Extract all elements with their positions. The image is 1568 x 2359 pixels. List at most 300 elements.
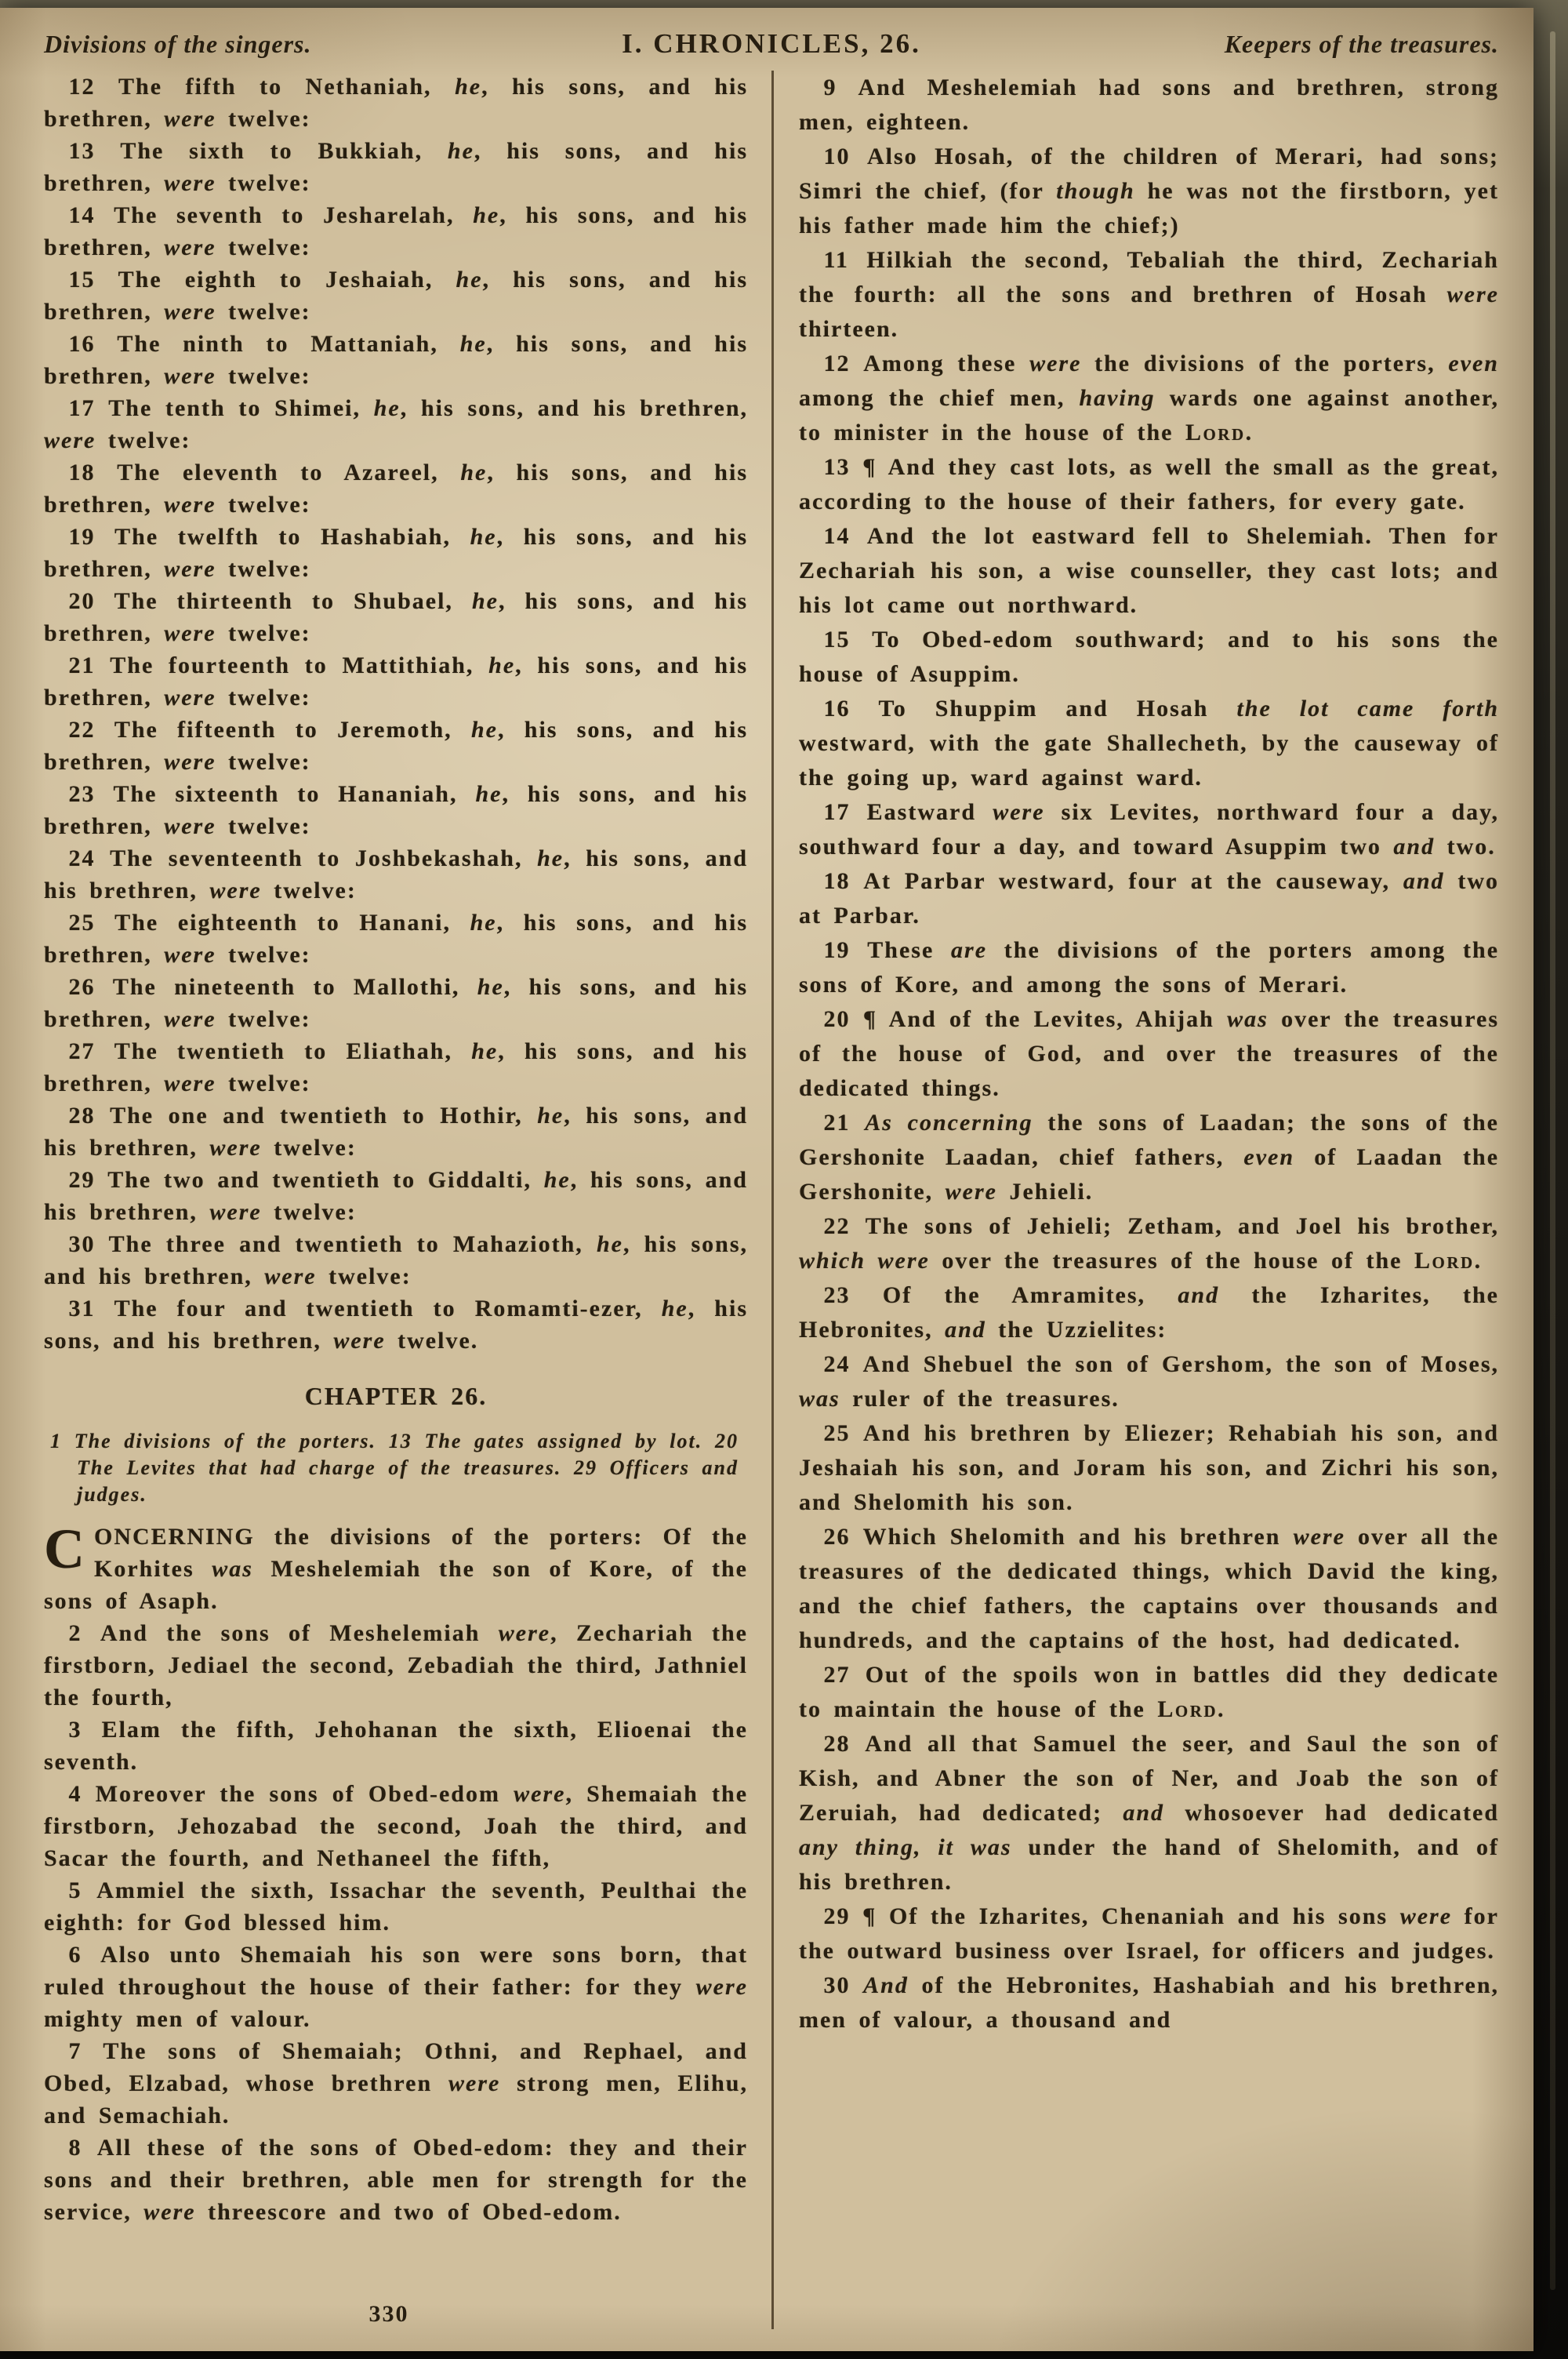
- verse-number: 11: [823, 247, 867, 273]
- italic-supplied-word: he: [543, 1167, 571, 1193]
- running-head-left: Divisions of the singers.: [44, 30, 312, 58]
- verse-number: 24: [823, 1351, 863, 1377]
- text-run: And Meshelemiah had sons and brethren, strong men, eighteen.: [799, 75, 1499, 135]
- italic-supplied-word: and: [1393, 834, 1436, 860]
- text-run: , his sons, and his brethren,: [44, 460, 749, 518]
- italic-supplied-word: he: [456, 267, 483, 293]
- verse-number: 16: [823, 696, 879, 722]
- italic-supplied-word: were: [164, 363, 216, 389]
- text-run: Also Hosah, of the children of Merari, had sons; Simri the chief, (for: [799, 144, 1499, 204]
- text-run: .: [1474, 1248, 1483, 1274]
- verse-number: 2: [68, 1620, 100, 1646]
- text-run: twelve:: [216, 749, 311, 775]
- verse-13: [799, 450, 1499, 519]
- text-run: The nineteenth to Mallothi,: [112, 974, 477, 1000]
- text-run: the Izharites, the Hebronites,: [799, 1282, 1500, 1343]
- chapter-summary: [50, 1428, 739, 1508]
- text-run: And all that Samuel the seer, and Saul the son of Kish, and Abner the son of Ner, and Joab the son of Zeruiah, had dedicated;: [799, 1731, 1500, 1826]
- text-run: twelve:: [216, 363, 311, 389]
- verse-17: [799, 795, 1499, 864]
- verse-28: [799, 1727, 1499, 1899]
- text-run: , his sons, and his brethren,: [44, 781, 749, 839]
- verse-number: 8: [68, 2135, 97, 2161]
- italic-supplied-word: were: [164, 942, 216, 968]
- text-run: , his sons, and his brethren,: [400, 395, 748, 421]
- italic-supplied-word: he: [470, 524, 497, 550]
- verse-number: 12: [823, 351, 864, 376]
- verse-31: [44, 1292, 748, 1357]
- italic-supplied-word: were: [209, 878, 262, 903]
- italic-supplied-word: were: [164, 749, 216, 775]
- verse-number: 23: [823, 1282, 883, 1308]
- verse-number: 15: [68, 267, 118, 293]
- verse-number: 15: [823, 627, 873, 652]
- text-run: The four and twentieth to Romamti-ezer,: [114, 1296, 662, 1321]
- verse-17: [44, 392, 748, 456]
- text-run: among the chief men,: [799, 385, 1080, 411]
- italic-supplied-word: were: [264, 1263, 317, 1289]
- italic-supplied-word: were: [514, 1781, 566, 1807]
- verse-20: [799, 1002, 1499, 1106]
- text-run: Jehieli.: [996, 1179, 1094, 1205]
- italic-supplied-word: were: [1029, 351, 1082, 376]
- text-run: , his sons, and his brethren,: [44, 974, 748, 1032]
- italic-supplied-word: were: [164, 492, 216, 518]
- verse-29: [799, 1899, 1499, 1968]
- italic-supplied-word: were: [164, 620, 216, 646]
- text-run: threescore and two of Obed-edom.: [195, 2199, 622, 2225]
- text-run: mighty men of valour.: [44, 2006, 311, 2032]
- text-run: twelve:: [316, 1263, 412, 1289]
- italic-supplied-word: he: [475, 781, 503, 807]
- italic-supplied-word: he: [447, 138, 474, 164]
- verse-26: [44, 971, 748, 1035]
- text-run: ¶ And they cast lots, as well the small as the great, according to the house of their fathers, for every gate.: [799, 454, 1499, 514]
- text-run: Also unto Shemaiah his son were sons born, that ruled throughout the house of their father: for they: [44, 1942, 748, 2000]
- text-run: whosoever had dedicated: [1164, 1800, 1499, 1826]
- verse-number: 28: [68, 1103, 111, 1129]
- text-run: twelve:: [216, 1070, 311, 1096]
- text-run: two at Parbar.: [799, 868, 1500, 929]
- verse-15: [799, 623, 1499, 692]
- text-run: Moreover the sons of Obed-edom: [95, 1781, 514, 1807]
- italic-supplied-word: were: [164, 299, 216, 325]
- verse-19: [799, 933, 1499, 1002]
- text-run: twelve:: [96, 427, 191, 453]
- text-run: of the Hebronites, Hashabiah and his brethren, men of valour, a thousand and: [799, 1972, 1500, 2033]
- text-run: thirteen.: [799, 316, 899, 342]
- verse-number: 7: [68, 2038, 103, 2064]
- verse-number: 27: [823, 1662, 866, 1688]
- italic-supplied-word: were: [143, 2199, 196, 2225]
- text-run: twelve:: [216, 106, 311, 132]
- verse-number: 9: [823, 75, 858, 100]
- italic-supplied-word: and: [1403, 868, 1445, 894]
- italic-supplied-word: he: [460, 460, 488, 485]
- text-run: the Uzzielites:: [985, 1317, 1167, 1343]
- text-run: twelve:: [216, 556, 311, 582]
- italic-supplied-word: he: [471, 588, 499, 614]
- text-run: And his brethren by Eliezer; Rehabiah his son, and Jeshaiah his son, and Joram his son, and Zichri his son, and Shelomith his son.: [799, 1420, 1499, 1515]
- verse-number: 21: [823, 1110, 866, 1136]
- italic-supplied-word: were: [164, 170, 216, 196]
- small-caps-word: Lord: [1414, 1248, 1475, 1274]
- italic-supplied-word: he: [477, 974, 504, 1000]
- italic-supplied-word: were: [164, 685, 216, 711]
- text-run: , his sons, and his brethren,: [44, 202, 748, 260]
- verse-10: [799, 140, 1499, 243]
- text-run: twelve:: [216, 1006, 311, 1032]
- text-run: Ammiel the sixth, Issachar the seventh, Peulthai the eighth: for God blessed him.: [44, 1877, 749, 1936]
- text-run: the divisions of the porters among the sons of Kore, and among the sons of Merari.: [799, 937, 1500, 998]
- verse-7: [44, 2035, 748, 2132]
- italic-supplied-word: were: [448, 2070, 501, 2096]
- text-run: To Obed-edom southward; and to his sons the house of Asuppim.: [799, 627, 1499, 687]
- verse-8: [44, 2132, 748, 2228]
- verse-22: [799, 1209, 1499, 1278]
- verse-number: 29: [68, 1167, 108, 1193]
- text-run: The sixteenth to Hananiah,: [113, 781, 476, 807]
- italic-supplied-word: and: [1123, 1800, 1165, 1826]
- text-run: twelve:: [261, 1199, 357, 1225]
- italic-supplied-word: As concerning: [865, 1110, 1033, 1136]
- verse-number: 19: [68, 524, 115, 550]
- verse-13: [44, 135, 748, 199]
- verse-30: [799, 1968, 1499, 2037]
- verse-number: 30: [68, 1231, 109, 1257]
- verse-number: 21: [68, 652, 111, 678]
- verse-3: [44, 1714, 748, 1778]
- verse-number: 26: [823, 1524, 863, 1550]
- text-run: two.: [1435, 834, 1496, 860]
- text-run: twelve:: [216, 942, 311, 968]
- text-run: twelve:: [216, 234, 311, 260]
- verse-number: 3: [68, 1717, 102, 1743]
- text-run: Among these: [863, 351, 1030, 376]
- text-run: The sons of Jehieli; Zetham, and Joel his brother,: [865, 1213, 1500, 1239]
- italic-supplied-word: were: [333, 1328, 386, 1354]
- book-page-edge: [1550, 31, 1555, 2290]
- verse-21: [799, 1106, 1499, 1209]
- verse-21: [44, 649, 748, 714]
- small-caps-word: Lord: [1157, 1696, 1218, 1722]
- text-run: To Shuppim and Hosah: [878, 696, 1237, 722]
- verse-25: [44, 907, 748, 971]
- italic-supplied-word: he: [488, 652, 516, 678]
- text-run: twelve:: [261, 1135, 357, 1161]
- text-run: The eleventh to Azareel,: [117, 460, 461, 485]
- text-run: The eighth to Jeshaiah,: [118, 267, 456, 293]
- text-run: twelve:: [261, 878, 357, 903]
- italic-supplied-word: were: [695, 1974, 748, 2000]
- text-run: Eastward: [866, 799, 993, 825]
- text-run: westward, with the gate Shallecheth, by the causeway of the going up, ward against ward.: [799, 730, 1499, 791]
- text-run: .: [1218, 1696, 1225, 1722]
- text-run: over all the treasures of the dedicated things, which David the king, and the chief fathers, the captains over thousands and hundreds, and the captains of the host, had dedicated.: [799, 1524, 1500, 1653]
- italic-supplied-word: were: [164, 556, 216, 582]
- italic-supplied-word: were: [164, 1070, 216, 1096]
- verse-18: [799, 864, 1499, 933]
- text-run: The two and twentieth to Giddalti,: [107, 1167, 544, 1193]
- italic-supplied-word: he: [473, 202, 500, 228]
- verse-number: 14: [68, 202, 114, 228]
- text-run: , his sons, and his brethren,: [44, 138, 748, 196]
- verse-22: [44, 714, 748, 778]
- text-run: twelve.: [385, 1328, 479, 1354]
- text-run: All these of the sons of Obed-edom: they and their sons and their brethren, able men for strength for the service,: [44, 2135, 749, 2225]
- drop-cap-letter: C: [44, 1518, 86, 1580]
- italic-supplied-word: were: [164, 1006, 216, 1032]
- text-run: , his sons, and his brethren,: [44, 1296, 748, 1354]
- right-column: [771, 71, 1499, 2329]
- text-run: ¶ Of the Izharites, Chenaniah and his sons: [862, 1903, 1400, 1929]
- verse-23: [799, 1278, 1499, 1347]
- small-caps-word: Lord: [1185, 420, 1246, 445]
- text-run: he was not the firstborn, yet his father made him the chief;): [799, 178, 1499, 238]
- text-run: The seventh to Jesharelah,: [114, 202, 474, 228]
- text-run: These: [867, 937, 952, 963]
- italic-supplied-word: he: [596, 1231, 623, 1257]
- italic-supplied-word: even: [1448, 351, 1499, 376]
- verse-29: [44, 1164, 748, 1228]
- verse-12: [799, 347, 1499, 450]
- text-run: twelve:: [216, 492, 311, 518]
- page-title: I. CHRONICLES, 26.: [622, 28, 921, 59]
- text-run: The three and twentieth to Mahazioth,: [108, 1231, 597, 1257]
- running-header: [44, 28, 1499, 60]
- text-run: twelve:: [216, 685, 311, 711]
- verse-15: [44, 264, 748, 328]
- text-run: The ninth to Mattaniah,: [117, 331, 460, 357]
- italic-supplied-word: and: [945, 1317, 986, 1343]
- text-run: , his sons, and his brethren,: [44, 1103, 749, 1161]
- verse-number: 19: [823, 937, 868, 963]
- text-run: , his sons, and his brethren,: [44, 1038, 748, 1096]
- text-run: , his sons, and his brethren,: [44, 1167, 748, 1225]
- italic-supplied-word: was: [212, 1556, 253, 1582]
- verse-9: [799, 71, 1499, 140]
- verse-16: [799, 692, 1499, 795]
- text-run: Out of the spoils won in battles did they dedicate to maintain the house of the: [799, 1662, 1500, 1722]
- text-run: over the treasures of the house of the: [929, 1248, 1414, 1274]
- italic-supplied-word: were: [1399, 1903, 1453, 1929]
- verse-18: [44, 456, 748, 521]
- text-run: The fourteenth to Mattithiah,: [110, 652, 489, 678]
- italic-supplied-word: were: [945, 1179, 997, 1205]
- verse-number: 12: [68, 74, 119, 100]
- text-run: , his sons, and his brethren,: [44, 524, 749, 582]
- text-run: , his sons, and his brethren,: [44, 717, 749, 775]
- text-run: The twelfth to Hashabiah,: [114, 524, 470, 550]
- text-run: for the outward business over Israel, for officers and judges.: [799, 1903, 1499, 1964]
- verse-number: 16: [68, 331, 118, 357]
- verse-26: [799, 1520, 1499, 1658]
- italic-supplied-word: were: [164, 234, 216, 260]
- verse-number: 5: [68, 1877, 97, 1903]
- text-run: The fifteenth to Jeremoth,: [114, 717, 471, 743]
- italic-supplied-word: were: [1293, 1524, 1345, 1550]
- verse-11: [799, 243, 1499, 347]
- verse-number: 20: [823, 1006, 863, 1032]
- verse-19: [44, 521, 748, 585]
- italic-supplied-word: were: [164, 813, 216, 839]
- verse-number: 17: [823, 799, 867, 825]
- italic-supplied-word: he: [373, 395, 401, 421]
- text-run: twelve:: [216, 813, 311, 839]
- text-run: under the hand of Shelomith, and of his brethren.: [799, 1834, 1499, 1895]
- text-run: The fifth to Nethaniah,: [118, 74, 456, 100]
- verse-number: 18: [823, 868, 864, 894]
- verse-24: [799, 1347, 1499, 1416]
- chapter-heading: CHAPTER 26.: [304, 1382, 488, 1410]
- verse-12: [44, 71, 748, 135]
- verse-number: 25: [68, 910, 115, 936]
- italic-supplied-word: were: [44, 427, 96, 453]
- verse-14: [799, 519, 1499, 623]
- italic-supplied-word: which were: [799, 1248, 930, 1274]
- text-run: ruler of the treasures.: [840, 1386, 1120, 1412]
- italic-supplied-word: he: [470, 717, 498, 743]
- italic-supplied-word: were: [498, 1620, 551, 1646]
- verse-number: 24: [68, 845, 111, 871]
- verse-number: 13: [68, 138, 121, 164]
- italic-supplied-word: was: [799, 1386, 840, 1412]
- text-run: , Shemaiah the firstborn, Jehozabad the second, Joah the third, and Sacar the fourth, and Nethaneel the fifth,: [44, 1781, 749, 1871]
- text-run: , his sons, and his brethren,: [44, 652, 749, 711]
- italic-supplied-word: were: [209, 1135, 262, 1161]
- text-run: ONCERNING the divisions of the porters: Of the Korhites: [94, 1524, 748, 1582]
- text-run: over the treasures of the house of God, and over the treasures of the dedicated things.: [799, 1006, 1499, 1101]
- italic-supplied-word: he: [537, 1103, 564, 1129]
- italic-supplied-word: having: [1079, 385, 1156, 411]
- verse-number: 22: [823, 1213, 866, 1239]
- verse-25: [799, 1416, 1499, 1520]
- text-run: the divisions of the porters,: [1081, 351, 1449, 376]
- text-run: the sons of Laadan; the sons of the Gershonite Laadan, chief fathers,: [799, 1110, 1500, 1170]
- running-head-right: Keepers of the treasures.: [1224, 30, 1499, 58]
- text-run: six Levites, northward four a day, southward four a day, and toward Asuppim two: [799, 799, 1500, 860]
- italic-supplied-word: he: [661, 1296, 688, 1321]
- italic-supplied-word: were: [164, 106, 216, 132]
- italic-supplied-word: were: [1446, 282, 1499, 307]
- text-run: Meshelemiah the son of Kore, of the sons of Asaph.: [44, 1556, 748, 1614]
- text-run: Which Shelomith and his brethren: [862, 1524, 1294, 1550]
- text-run: twelve:: [216, 170, 311, 196]
- verse-30: [44, 1228, 748, 1292]
- verse-number: 31: [68, 1296, 114, 1321]
- text-run: , his sons, and his brethren,: [44, 588, 748, 646]
- italic-supplied-word: he: [470, 910, 497, 936]
- verse-number: 17: [68, 395, 109, 421]
- italic-supplied-word: are: [951, 937, 988, 963]
- verse-number: 4: [68, 1781, 96, 1807]
- text-run: wards one against another, to minister in the house of the: [799, 385, 1499, 445]
- verse-27: [799, 1658, 1499, 1727]
- italic-supplied-word: the lot came forth: [1236, 696, 1500, 722]
- text-run: , his sons, and his brethren,: [44, 845, 749, 903]
- text-run: The thirteenth to Shubael,: [114, 588, 472, 614]
- verse-number: 30: [823, 1972, 864, 1998]
- text-run: , his sons, and his brethren,: [44, 910, 748, 968]
- verse-number: 25: [823, 1420, 864, 1446]
- text-run: twelve:: [216, 620, 311, 646]
- verse-number: 29: [823, 1903, 863, 1929]
- italic-supplied-word: though: [1056, 178, 1135, 204]
- verse-4: [44, 1778, 748, 1874]
- text-run: Elam the fifth, Jehohanan the sixth, Elioenai the seventh.: [44, 1717, 748, 1775]
- italic-supplied-word: and: [1178, 1282, 1220, 1308]
- verse-number: 22: [68, 717, 114, 743]
- text-columns: [44, 71, 1499, 2329]
- text-run: And the sons of Meshelemiah: [100, 1620, 499, 1646]
- verse-16: [44, 328, 748, 392]
- text-run: Of the Amramites,: [882, 1282, 1178, 1308]
- text-run: 1 The divisions of the porters. 13 The gates assigned by lot. 20 The Levites that had charge of the treasures. 29 Officers and judges.: [50, 1430, 739, 1506]
- verse-1: [44, 1518, 748, 1617]
- verse-24: [44, 842, 748, 907]
- italic-supplied-word: And: [863, 1972, 909, 1998]
- text-run: The one and twentieth to Hothir,: [110, 1103, 538, 1129]
- text-run: At Parbar westward, four at the causeway,: [863, 868, 1403, 894]
- text-run: , his sons, and his brethren,: [44, 74, 749, 132]
- verse-number: 20: [68, 588, 114, 614]
- verse-27: [44, 1035, 748, 1100]
- text-run: The twentieth to Eliathah,: [114, 1038, 472, 1064]
- italic-supplied-word: any thing, it was: [799, 1834, 1012, 1860]
- verse-14: [44, 199, 748, 264]
- verse-23: [44, 778, 748, 842]
- text-run: Hilkiah the second, Tebaliah the third, Zechariah the fourth: all the sons and brethren of Hosah: [799, 247, 1499, 307]
- scanned-bible-page: [0, 8, 1534, 2351]
- text-run: The sixth to Bukkiah,: [120, 138, 448, 164]
- text-run: And Shebuel the son of Gershom, the son of Moses,: [862, 1351, 1499, 1377]
- text-run: The tenth to Shimei,: [108, 395, 374, 421]
- verse-number: 28: [823, 1731, 866, 1757]
- text-run: ¶ And of the Levites, Ahijah: [862, 1006, 1228, 1032]
- verse-number: 26: [68, 974, 113, 1000]
- verse-20: [44, 585, 748, 649]
- text-run: of Laadan the Gershonite,: [799, 1144, 1500, 1205]
- verse-number: 14: [823, 523, 867, 549]
- verse-number: 23: [68, 781, 114, 807]
- text-run: , his sons, and his brethren,: [44, 267, 748, 325]
- text-run: strong men, Elihu, and Semachiah.: [44, 2070, 748, 2128]
- verse-6: [44, 1939, 748, 2035]
- verse-28: [44, 1100, 748, 1164]
- text-run: The sons of Shemaiah; Othni, and Rephael, and Obed, Elzabad, whose brethren: [44, 2038, 748, 2096]
- text-run: .: [1245, 420, 1254, 445]
- text-run: , his sons, and his brethren,: [44, 1231, 749, 1289]
- text-run: And the lot eastward fell to Shelemiah. Then for Zechariah his son, a wise counseller, they cast lots; and his lot came out northward.: [799, 523, 1499, 618]
- verse-2: [44, 1617, 748, 1714]
- italic-supplied-word: he: [455, 74, 482, 100]
- verse-number: 27: [68, 1038, 114, 1064]
- italic-supplied-word: even: [1243, 1144, 1295, 1170]
- italic-supplied-word: were: [209, 1199, 262, 1225]
- italic-supplied-word: he: [537, 845, 564, 871]
- italic-supplied-word: he: [471, 1038, 499, 1064]
- verse-5: [44, 1874, 748, 1939]
- verse-number: 6: [68, 1942, 101, 1968]
- text-run: twelve:: [216, 299, 311, 325]
- text-run: , his sons, and his brethren,: [44, 331, 748, 389]
- verse-number: 10: [823, 144, 867, 169]
- italic-supplied-word: he: [459, 331, 487, 357]
- italic-supplied-word: were: [993, 799, 1045, 825]
- verse-number: 18: [68, 460, 118, 485]
- text-run: The eighteenth to Hanani,: [114, 910, 470, 936]
- page-number: 330: [368, 2301, 409, 2327]
